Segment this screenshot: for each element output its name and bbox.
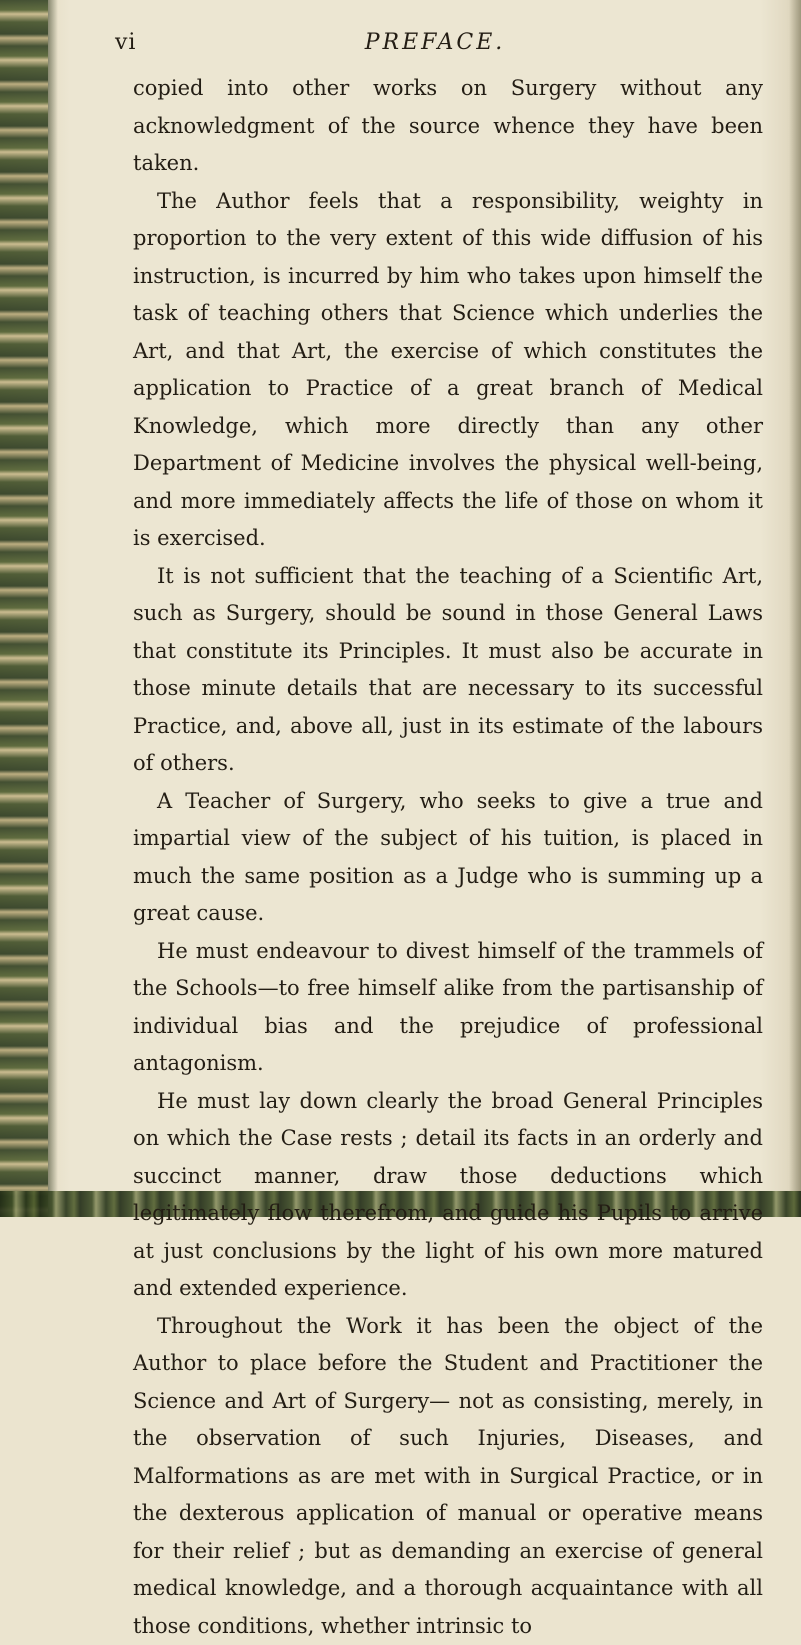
paragraph-throughout: Throughout the Work it has been the object of the Author to place before the Student and Practitioner the Science and Art of Surgery— not as consisting, merely, in the observation of such Injuries, Diseases, and Malformations as are met with in Surgical Practice, or in the dexterous application of manual or operative means for their relief ; but as demanding an exercise of general medical knowledge, and a thorough acquaintance with all those conditions, whether intrinsic to (133, 1308, 763, 1645)
paragraph-teacher: A Teacher of Surgery, who seeks to give a true and impartial view of the subject of his tuition, is placed in much the same position as a Judge who is summing up a great cause. (133, 783, 763, 933)
paragraph-sufficiency: It is not sufficient that the teaching of a Scientific Art, such as Surgery, should be sound in those General Laws that constitute its Principles. It must also be accurate in those minute details that are necessary to its successful Practice, and, above all, just in its estimate of the labours of others. (133, 558, 763, 783)
paragraph-continuation: copied into other works on Surgery without any acknowledgment of the source whence they have been taken. (133, 70, 763, 183)
binding-shadow (48, 0, 58, 1217)
body-text (133, 70, 763, 1645)
paragraph-endeavour: He must endeavour to divest himself of the trammels of the Schools—to free himself alike from the partisanship of individual bias and the prejudice of professional antagonism. (133, 933, 763, 1083)
running-head: PREFACE. (115, 30, 755, 55)
paragraph-principles: He must lay down clearly the broad General Principles on which the Case rests ; detail its facts in an orderly and succinct manner, draw those deductions which legitimately flow therefrom, and guide his Pupils to arrive at just conclusions by the light of his own more matured and extended experience. (133, 1083, 763, 1308)
page-number: vi (115, 30, 136, 55)
right-page-edge (789, 0, 801, 1217)
paragraph-responsibility: The Author feels that a responsibility, weighty in proportion to the very extent of this wide diffusion of his instruction, is incurred by him who takes upon himself the task of teaching others that Science which underlies the Art, and that Art, the exercise of which constitutes the application to Practice of a great branch of Medical Knowledge, which more directly than any other Department of Medicine involves the physical well-being, and more immediately affects the life of those on whom it is exercised. (133, 183, 763, 558)
book-binding-edge (0, 0, 48, 1217)
page-header (115, 30, 755, 60)
